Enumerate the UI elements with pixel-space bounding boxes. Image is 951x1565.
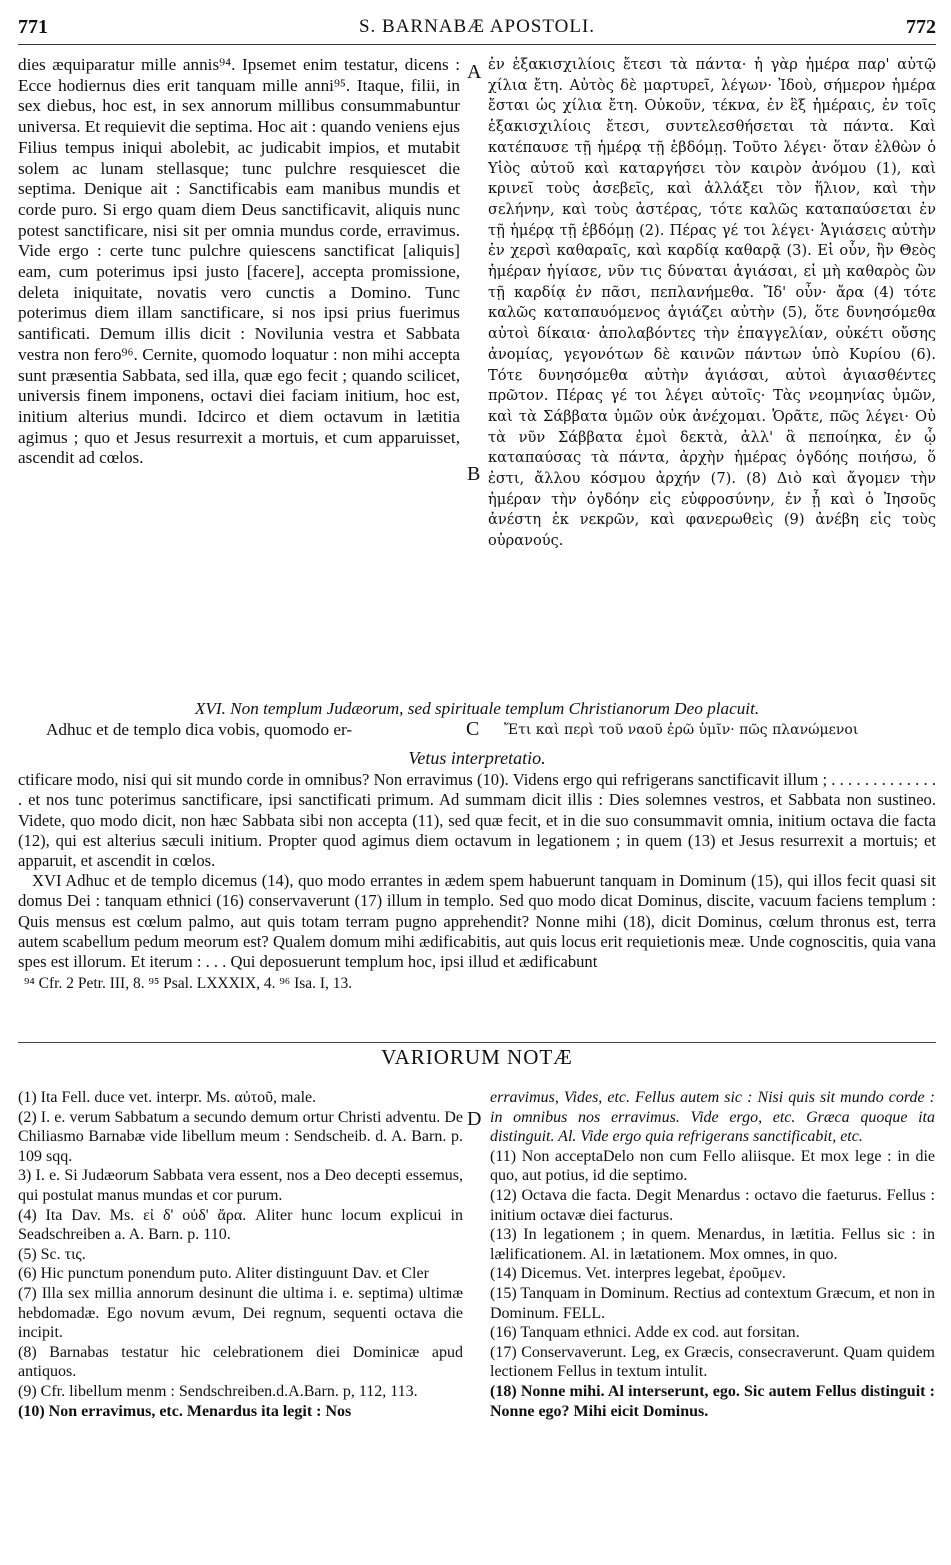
note-item: (5) Sc. τις.: [18, 1245, 86, 1263]
margin-letter-d: D: [467, 1108, 482, 1130]
note-item: (2) I. e. verum Sabbatum a secundo demum ortur Christi adventu. De Chiliasmo Barnabæ vide libellum meum : Sendscheib. d. A. Barn. p. 109 sqq.: [18, 1108, 463, 1165]
note-item: (7) Illa sex millia annorum desinunt die ultima i. e. septima) ultimæ hebdomadæ. Ego novum ævum, Dei regnum, sequenti octava die incipit.: [18, 1284, 463, 1342]
running-title: S. BARNABÆ APOSTOLI.: [358, 16, 596, 37]
note-item: (10) Non erravimus, etc. Menardus ita legit : Nos: [18, 1402, 352, 1420]
note-item: (17) Conservaverunt. Leg, ex Græcis, consecraverunt. Quam quidem lectionem Fellus in textum intulit.: [490, 1343, 935, 1381]
greek-column: [488, 55, 936, 552]
scripture-footnotes: ⁹⁴ Cfr. 2 Petr. III, 8. ⁹⁵ Psal. LXXXIX, 4. ⁹⁶ Isa. I, 13.: [24, 975, 353, 993]
greek-text: ἐν ἑξακισχιλίοις ἔτεσι τὰ πάντα· ἡ γὰρ ἡμέρα παρ' αὐτῷ χίλια ἔτη. Αὐτὸς δὲ μαρτυρεῖ, λέγων· Ἰδοὺ, σήμερον ἡμέρα ἔσται ὡς χίλια ἔτη. Οὐκοῦν, τέκνα, ἐν ἓξ ἡμέραις, ἐν τοῖς ἑξακισχιλίοις ἔτεσι, συντελεσθήσεται τὰ πάντα. Καὶ κατέπαυσε τῇ ἡμέρᾳ τῇ ἑβδόμῃ. Τοῦτο λέγει· ὅταν ἐλθὼν ὁ Υἱὸς αὐτοῦ καὶ καταργήσει τὸν καιρὸν ἀνόμου (1), καὶ κρινεῖ τοὺς ἀσεβεῖς, καὶ ἀλλάξει τὸν ἥλιον, καὶ τὴν σελήνην, καὶ τοὺς ἀστέρας, τότε καλῶς καταπαύσεται ἐν τῇ ἡμέρᾳ τῇ ἑβδόμῃ (2). Πέρας γέ τοι λέγει· Ἁγιάσεις αὐτὴν ἐν χερσὶ καθαραῖς, καὶ καρδίᾳ καθαρᾷ (3). Εἰ οὖν, ἣν Θεὸς ἡμέραν ἡγίασε, νῦν τις δύναται ἁγιάσαι, εἰ μὴ καθαρὸς ὢν τῇ καρδίᾳ ἐν πᾶσι, πεπλανήμεθα. Ἴδ' οὖν· ἄρα (4) τότε καλῶς καταπαυόμενος ἁγιάζει αὐτὴν (5), ὅτε δυνησόμεθα αὐτοὶ δίκαια· ἀπολαβόντες τὴν ἐπαγγελίαν, οὐκέτι οὔσης ἀνομίας, γεγονότων δὲ καινῶν πάντων ὑπὸ Κυρίου (6). Τότε δυνησόμεθα αὐτὴν ἁγιάσαι, αὐτοὶ ἁγιασθέντες πρῶτον. Πέρας γέ τοι λέγει αὐτοῖς· Τὰς νεομηνίας ὑμῶν, καὶ τὰ Σάββατα ὑμῶν οὐκ ἀνέχομαι. Ὁρᾶτε, πῶς λέγει· Οὐ τὰ νῦν Σάββατα ἐμοὶ δεκτὰ, ἀλλ' ἃ πεποίηκα, ἐν ᾧ καταπαύσας τὰ πάντα, ἀρχὴν ἡμέρας ὀγδόης ποιήσω, ὅ ἐστι, ἄλλου κόσμου ἀρχήν (7). (8) Διὸ καὶ ἄγομεν τὴν ἡμέραν τὴν ὀγδόην εἰς εὐφροσύνην, ἐν ᾗ καὶ ὁ Ἰησοῦς ἀνέστη ἐκ νεκρῶν, καὶ φανερωθεὶς (9) ἀνέβη εἰς τοὺς οὐρανούς.: [488, 56, 936, 550]
notes-left-column: [18, 1088, 463, 1421]
note-item: (14) Dicemus. Vet. interpres legebat, ἐροῦμεν.: [490, 1265, 786, 1283]
parallel-columns: [18, 55, 936, 695]
note-item: erravimus, Vides, etc. Fellus autem sic : Nisi quis sit mundo corde : in omnibus nos erravimus. Vide ergo, etc. Græca quoque ita distinguit. Al. Vide ergo quia refrigerans sanctificabit, etc.: [490, 1089, 935, 1146]
vetus-interpretatio: [18, 748, 936, 994]
vetus-paragraph-1: ctificare modo, nisi qui sit mundo corde in omnibus? Non erravimus (10). Videns ergo qui refrigerans sanctificavit illum ; . . . . . . . . . . . . . . et nos tunc poterimus sanctificare, ipsi sanctificati primum. Ad summam dicit illis : Dies solemnes vestros, et Sabbata non sustineo. Videte, quo modo dicit, non hæc Sabbata sibi non accepta (11), sed quæ fecit, et in die suo consummavit omnia, initium octava die facta (12), qui est alterius sæculi initium. Propter quod agimus diem octavum in legationem ; in quem (13) et Jesus resurrexit a mortuis; et apparuit, et ascendit in cœlos.: [18, 770, 936, 871]
note-item: (9) Cfr. libellum menm : Sendschreiben.d.A.Barn. p, 112, 113.: [18, 1382, 418, 1400]
note-item: (16) Tanquam ethnici. Adde ex cod. aut forsitan.: [490, 1324, 800, 1342]
note-item: (1) Ita Fell. duce vet. interpr. Ms. αὐτοῦ, male.: [18, 1089, 317, 1106]
page: [18, 10, 936, 1420]
notes-header: [18, 1042, 936, 1068]
latin-column: [18, 55, 460, 469]
note-item: (11) Non acceptaDelo non cum Fello aliisque. Et mox lege : in die quo, aut potius, id die septimo.: [490, 1147, 935, 1185]
section-heading: XVI. Non templum Judæorum, sed spirituale templum Christianorum Deo placuit.: [194, 699, 760, 718]
notes-title: VARIORUM NOTÆ: [18, 1042, 936, 1068]
latin-text: dies æquiparatur mille annis⁹⁴. Ipsemet enim testatur, dicens : Ecce hodiernus dies erit tanquam mille anni⁹⁵. Itaque, filii, in sex diebus, hoc est, in sex annorum millibus consummabuntur universa. Et requievit die septima. Hoc ait : quando veniens ejus Filius tempus iniqui abolebit, ac judicabit impios, et mutabit solem ac lunam stellasque; tunc pulchre resquiescet die septima. Denique ait : Sanctificabis eam manibus mundis et corde puro. Si ergo quam diem Deus sanctificavit, aliquis nunc potest sanctificare, nisi sit per omnia mundus corde, erravimus. Vide ergo : certe tunc pulchre quiescens sanctificat [aliquis] eam, cum poterimus ipsi justo [facere], accepta promissione, deleta iniquitate, novatis vero cunctis a Domino. Tunc poterimus diem illam sanctificare, si nos ipsi prius fuerimus santificati. Demum illis dicit : Novilunia vestra et Sabbata vestra non fero⁹⁶. Cernite, quomodo loquatur : non mihi accepta sunt præsentia Sabbata, sed illa, quæ ego fecit ; quando scilicet, universis finem imponens, octavi diei faciam initium, hoc est, initium alterius mundi. Idcirco et diem octavum in lætitia agimus ; quo et Jesus resurrexit a mortuis, et cum apparuisset, ascendit ad cœlos.: [18, 55, 460, 468]
vetus-paragraph-2: XVI Adhuc et de templo dicemus (14), quo modo errantes in ædem spem habuerunt tanquam in Dominum (15), qui illos fecit quasi sit domus Dei : tanquam ethnici (16) conservaverunt (17) illum in templo. Sed quo modo dicat Dominus, discite, vacuum faciens templum : Quis mensus est cœlum palmo, aut quis totam terram pugno apprehendit? Nonne mihi (18), dicit Dominus, cœlum thronus est, terra autem scabellum pedum meorum est? Qualem domum mihi ædificabitis, aut quis locus erit requietionis meæ. Unde cognoscitis, quia vana spes est illorum. Et iterum : . . . Qui deposuerunt templum hoc, ipsi illud et ædificabunt: [18, 871, 936, 972]
note-item: (15) Tanquam in Dominum. Rectius ad contextum Græcum, et non in Dominum. FELL.: [490, 1284, 935, 1322]
page-number-left: 771: [18, 16, 48, 38]
note-item: (8) Barnabas testatur hic celebrationem diei Dominicæ apud antiquos.: [18, 1343, 463, 1381]
note-item: (13) In legationem ; in quem. Menardus, in lætitia. Fellus sic : in lælificationem. Al. in lætationem. Mox omnes, in quo.: [490, 1226, 935, 1263]
page-number-right: 772: [906, 16, 936, 38]
margin-letter-a: A: [467, 61, 482, 83]
running-header: [18, 10, 936, 45]
section-latin-start: Adhuc et de templo dica vobis, quomodo er-: [46, 720, 353, 739]
notes-right-column: [490, 1088, 935, 1421]
note-item: 3) I. e. Si Judæorum Sabbata vera essent, nos a Deo decepti essemus, qui postulat manus mundas et cor purum.: [18, 1167, 463, 1204]
note-item: (18) Nonne mihi. Al interserunt, ego. Sic autem Fellus distinguit : Nonne ego? Mihi eicit Dominus.: [490, 1382, 935, 1420]
margin-letter-c: C: [466, 718, 480, 740]
margin-letter-b: B: [467, 463, 481, 485]
section-xvi: [18, 698, 936, 741]
vetus-heading: Vetus interpretatio.: [408, 748, 546, 768]
note-item: (12) Octava die facta. Degit Menardus : octavo die faeturus. Fellus : initium octavæ diei facturus.: [490, 1186, 935, 1224]
section-greek-start: Ἔτι καὶ περὶ τοῦ ναοῦ ἐρῶ ὑμῖν· πῶς πλανώμενοι: [504, 722, 859, 738]
note-item: (4) Ita Dav. Ms. εἰ δ' οὐδ' ἄρα. Aliter hunc locum explicui in Seadschreiben a. A. Barn. p. 110.: [18, 1206, 463, 1244]
note-item: (6) Hic punctum ponendum puto. Aliter distinguunt Dav. et Cler: [18, 1265, 429, 1283]
